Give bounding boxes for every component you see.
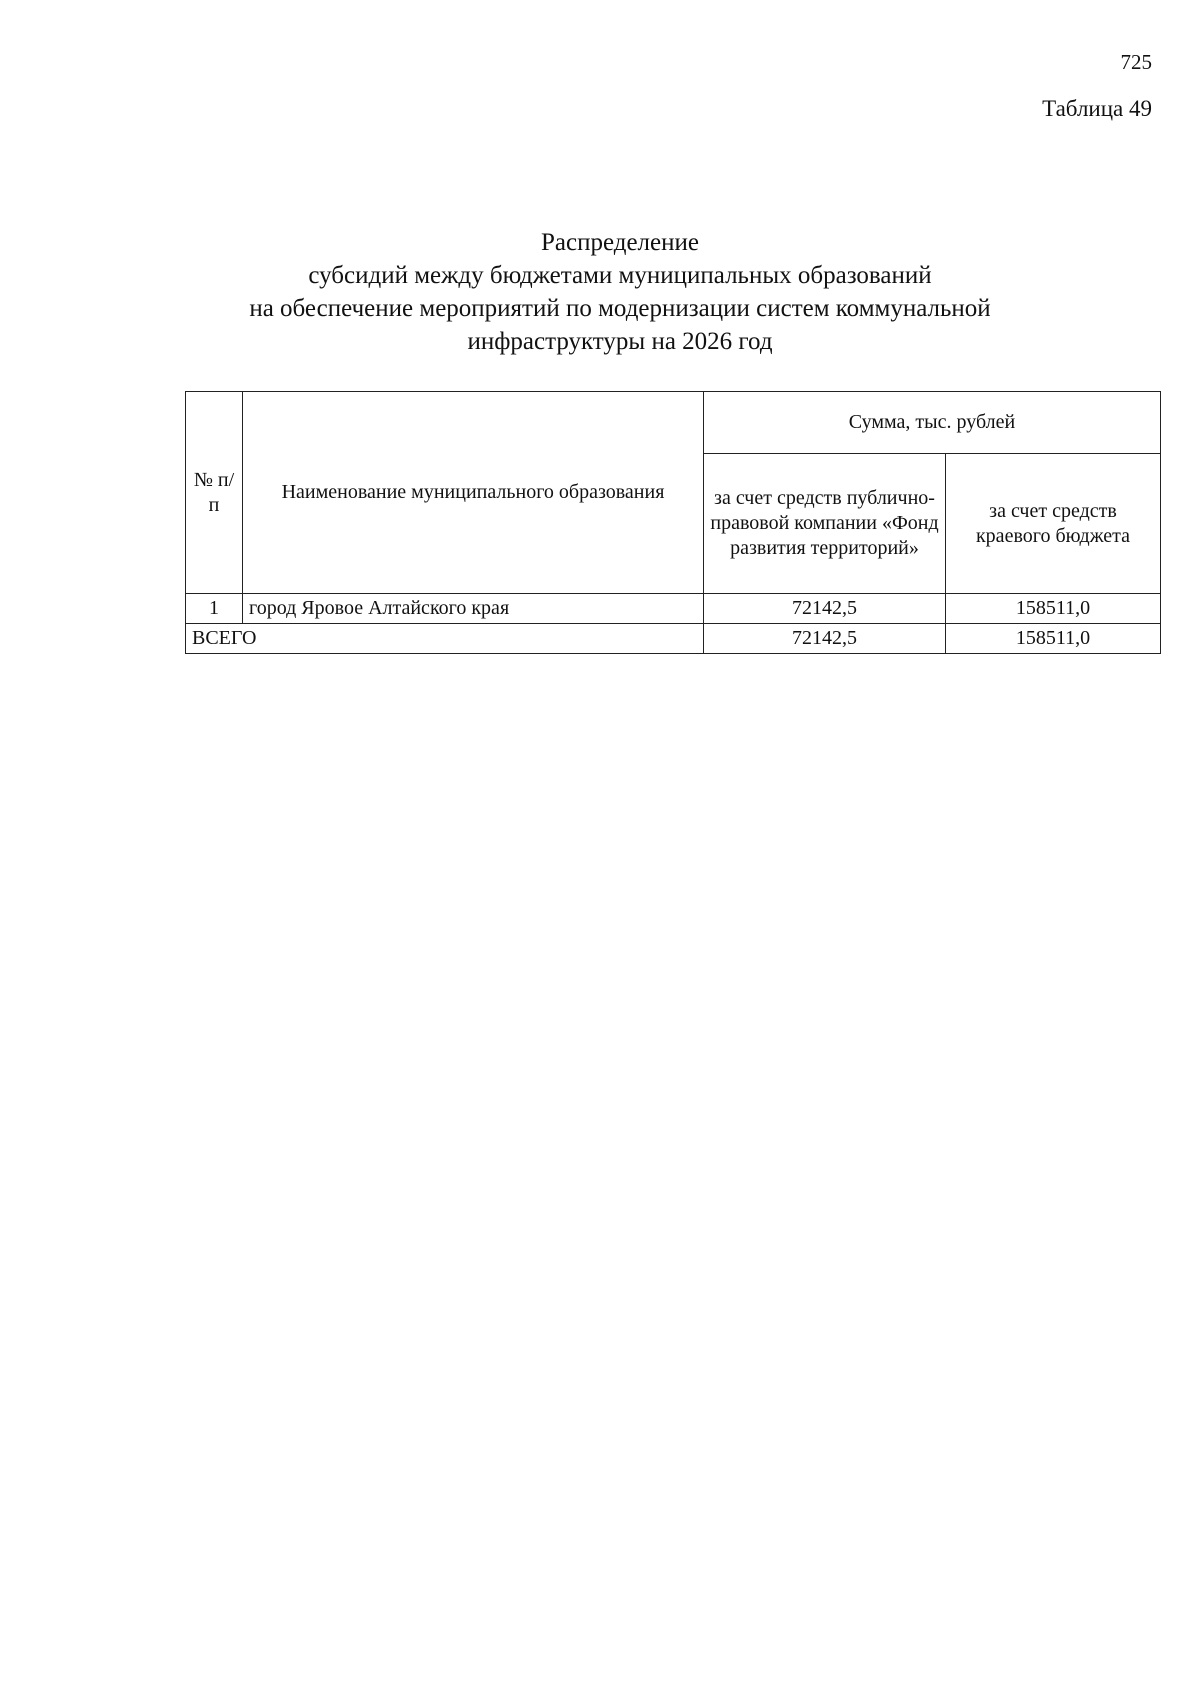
document-title: [160, 226, 1080, 358]
title-line-3: на обеспечение мероприятий по модернизации систем коммунальной: [249, 295, 991, 322]
title-line-4: инфраструктуры на 2026 год: [467, 328, 773, 355]
row-number: 1: [186, 594, 243, 624]
subsidy-table: [185, 391, 1161, 654]
row-regional-value: 158511,0: [946, 594, 1161, 624]
header-regional: за счет средств краевого бюджета: [946, 454, 1161, 594]
header-name: Наименование муниципального образования: [243, 392, 704, 594]
table-row: [186, 594, 1161, 624]
page-number: 725: [1120, 50, 1152, 74]
header-number: № п/п: [186, 392, 243, 594]
table-label: Таблица 49: [1042, 96, 1152, 121]
header-sum: Сумма, тыс. рублей: [704, 392, 1161, 454]
total-label: ВСЕГО: [186, 624, 704, 654]
row-name: город Яровое Алтайского края: [243, 594, 704, 624]
total-regional-value: 158511,0: [946, 624, 1161, 654]
total-row: [186, 624, 1161, 654]
title-line-2: субсидий между бюджетами муниципальных образований: [308, 262, 932, 289]
title-line-1: Распределение: [541, 229, 699, 256]
total-fund-value: 72142,5: [704, 624, 946, 654]
header-fund: за счет средств публично-правовой компании «Фонд развития территорий»: [704, 454, 946, 594]
row-fund-value: 72142,5: [704, 594, 946, 624]
